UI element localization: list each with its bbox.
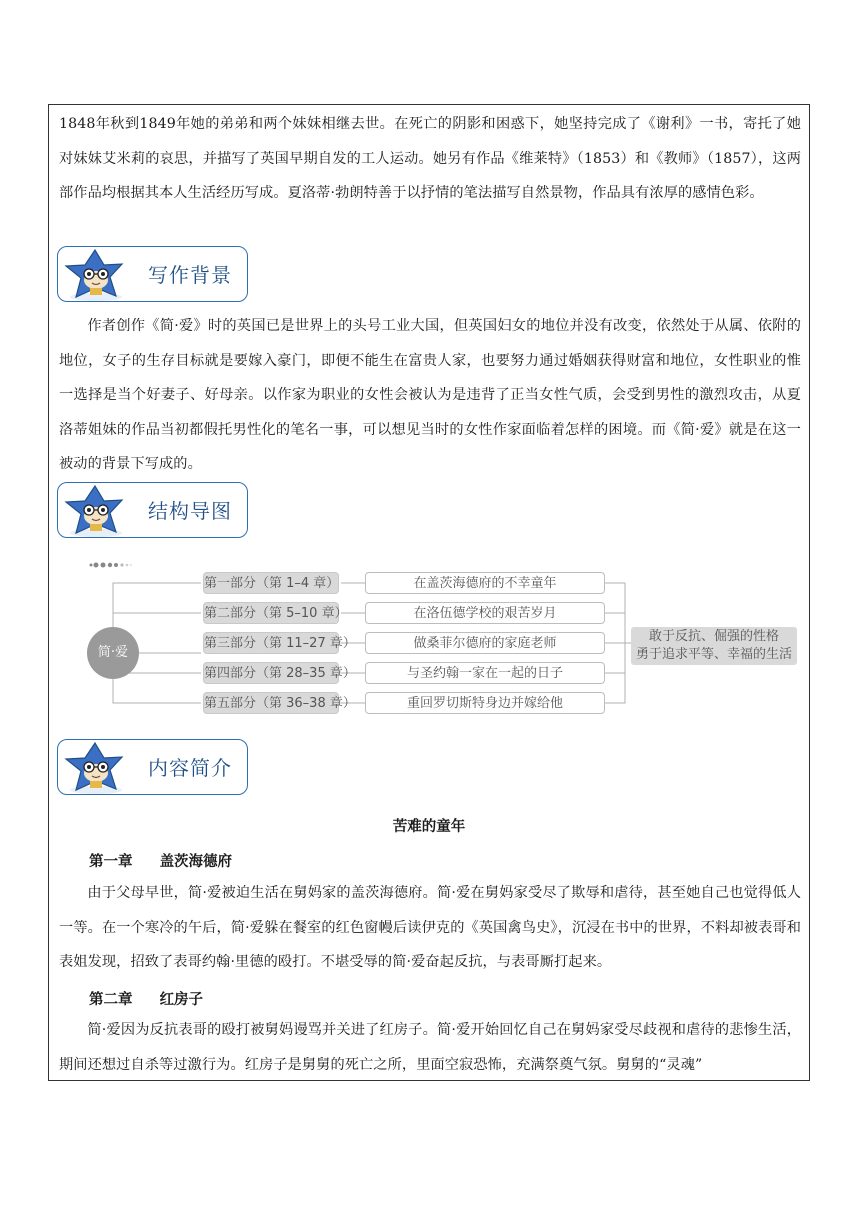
mindmap-conclusion-node [631,627,797,665]
mindmap-part-node: 第一部分（第 1–4 章） [203,572,339,594]
section-title: 写作背景 [148,263,232,287]
mindmap-desc-node: 与圣约翰一家在一起的日子 [365,662,605,684]
mindmap-desc-node: 在洛伍德学校的艰苦岁月 [365,602,605,624]
mindmap-desc-node: 做桑菲尔德府的家庭老师 [365,632,605,654]
section-title: 结构导图 [148,499,232,523]
mindmap-part-node: 第五部分（第 36–38 章） [203,692,339,714]
chapter-name: 盖茨海德府 [159,853,233,870]
section-header-background [57,246,248,302]
chapter2-paragraph: 简·爱因为反抗表哥的殴打被舅妈谩骂并关进了红房子。简·爱开始回忆自己在舅妈家受尽歧视和虐待的悲惨生活，期间还想过自杀等过激行为。红房子是舅舅的死亡之所，里面空寂恐怖，充满祭奠气氛。舅舅的“灵魂” [59,1022,801,1073]
mindmap-part-node: 第三部分（第 11–27 章） [203,632,339,654]
chapter-heading [89,850,232,871]
section-header-structure [57,482,248,538]
chapter-number: 第一章 [89,853,133,870]
structure-mindmap [79,557,799,727]
mindmap-part-node: 第二部分（第 5–10 章） [203,602,339,624]
conclusion-line: 勇于追求平等、幸福的生活 [635,647,792,662]
section-header-summary [57,739,248,795]
chapter-name: 红房子 [159,991,204,1008]
mindmap-desc-node: 重回罗切斯特身边并嫁给他 [365,692,605,714]
conclusion-line: 敢于反抗、倔强的性格 [648,629,779,644]
mindmap-desc-node: 在盖茨海德府的不幸童年 [365,572,605,594]
mindmap-part-node: 第四部分（第 28–35 章） [203,662,339,684]
star-mascot-icon [60,247,130,301]
intro-paragraph: 1848年秋到1849年她的弟弟和两个妹妹相继去世。在死亡的阴影和困惑下，她坚持完成了《谢利》一书，寄托了她对妹妹艾米莉的哀思，并描写了英国早期自发的工人运动。她另有作品《维莱特》（1853）和《教师》（1857），这两部作品均根据其本人生活经历写成。夏洛蒂·勃朗特善于以抒情的笔法描写自然景物，作品具有浓厚的感情色彩。 [59,116,801,201]
chapter-heading [89,988,203,1009]
background-paragraph: 作者创作《简·爱》时的英国已是世界上的头号工业大国，但英国妇女的地位并没有改变，依然处于从属、依附的地位，女子的生存目标就是要嫁入豪门，即便不能生在富贵人家，也要努力通过婚姻获得财富和地位，女性职业的惟一选择是当个好妻子、好母亲。以作家为职业的女性会被认为是违背了正当女性气质，会受到男性的激烈攻击，从夏洛蒂姐妹的作品当初都假托男性化的笔名一事，可以想见当时的女性作家面临着怎样的困境。而《简·爱》就是在这一被动的背景下写成的。 [59,318,801,472]
chapter1-paragraph: 由于父母早世，简·爱被迫生活在舅妈家的盖茨海德府。简·爱在舅妈家受尽了欺辱和虐待，甚至她自己也觉得低人一等。在一个寒冷的午后，简·爱躲在餐室的红色窗幔后读伊克的《英国禽鸟史》，沉浸在书中的世界，不料却被表哥和表姐发现，招致了表哥约翰·里德的殴打。不堪受辱的简·爱奋起反抗，与表哥厮打起来。 [59,885,801,970]
page-frame [48,104,810,1081]
star-mascot-icon [60,740,130,794]
mindmap-root-node: 简·爱 [87,627,139,679]
section-title: 内容简介 [148,756,232,780]
content-heading: 苦难的童年 [392,818,466,835]
chapter-number: 第二章 [89,991,133,1008]
star-mascot-icon [60,483,130,537]
